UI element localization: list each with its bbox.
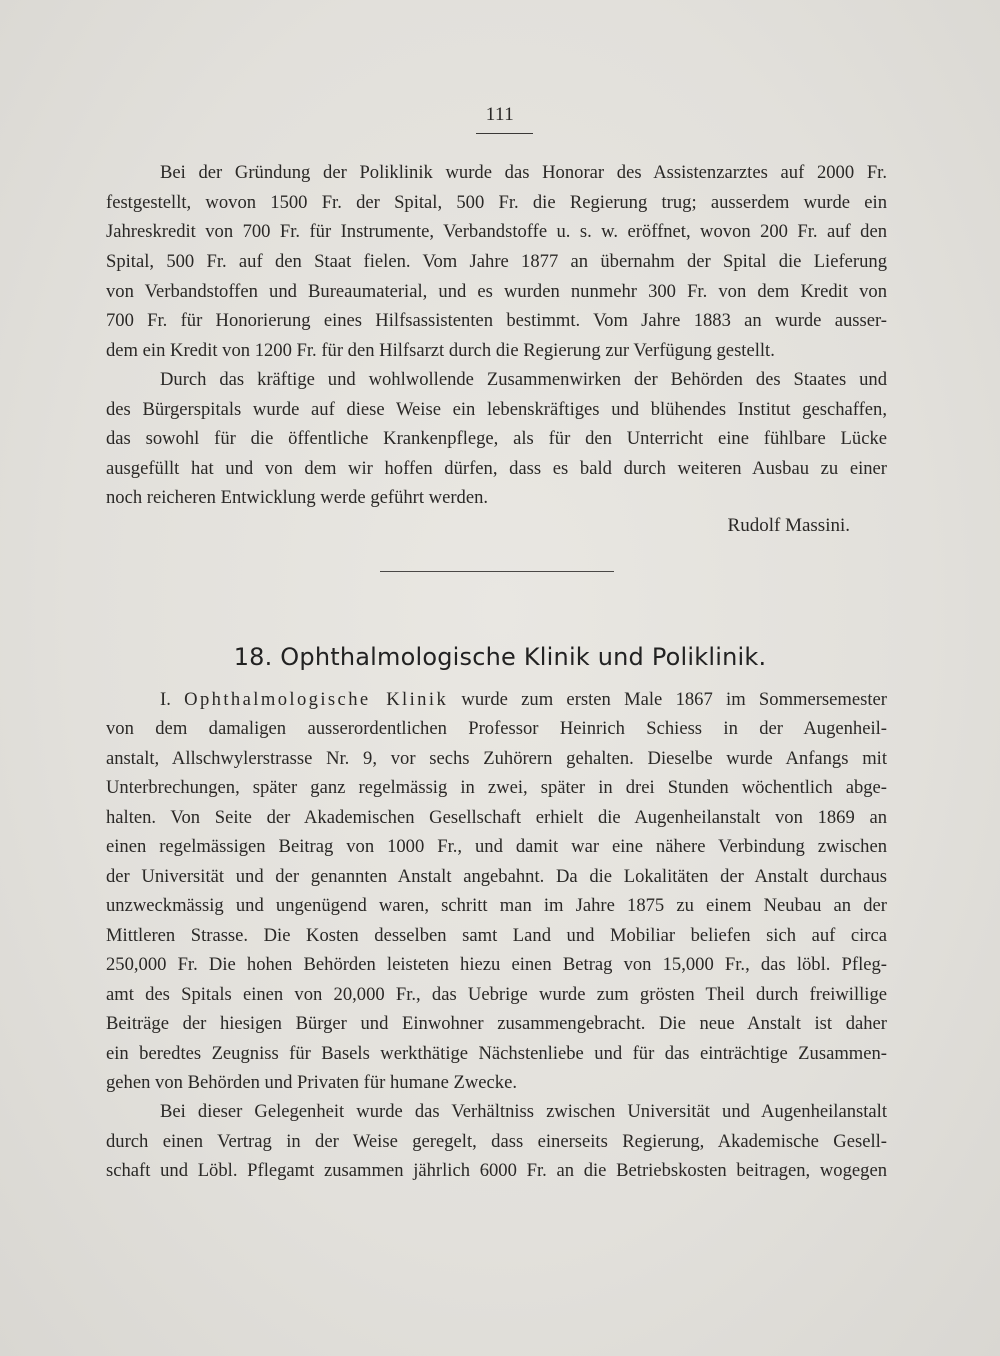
paragraph-3-line-6: der Universität und der genannten Anstalt angebahnt. Da die Lokalitäten der Anstalt durchaus (106, 866, 887, 887)
page-number-rule (476, 133, 533, 134)
paragraph-3-line-11: Beiträge der hiesigen Bürger und Einwohner zusammengebracht. Die neue Anstalt ist daher (106, 1013, 887, 1034)
paragraph-4-line-2: durch einen Vertrag in der Weise geregelt, dass einerseits Regierung, Akademische Gesell- (106, 1131, 887, 1152)
page-number: 111 (485, 104, 515, 125)
paragraph-2-line-4: ausgefüllt hat und von dem wir hoffen dürfen, dass es bald durch weiteren Ausbau zu einer (106, 458, 887, 479)
paragraph-3-line-2: anstalt, Allschwylerstrasse Nr. 9, vor sechs Zuhörern gehalten. Dieselbe wurde Anfangs mit (106, 748, 887, 769)
author-signature: Rudolf Massini. (727, 515, 850, 536)
section-divider (380, 571, 614, 572)
paragraph-3-line-8: Mittleren Strasse. Die Kosten desselben samt Land und Mobiliar beliefen sich auf circa (106, 925, 887, 946)
paragraph-2-line-5: noch reicheren Entwicklung werde geführt werden. (106, 487, 489, 508)
paragraph-1-line-6: 700 Fr. für Honorierung eines Hilfsassistenten bestimmt. Vom Jahre 1883 an wurde ausser- (106, 310, 887, 331)
paragraph-1-line-4: Spital, 500 Fr. auf den Staat fielen. Vom Jahre 1877 an übernahm der Spital die Lieferung (106, 251, 887, 272)
paragraph-4-line-1: Bei dieser Gelegenheit wurde das Verhältniss zwischen Universität und Augenheilanstalt (160, 1101, 887, 1122)
section-lead-number: I. (160, 689, 171, 710)
section-lead-rest: wurde zum ersten Male 1867 im Sommersemester (461, 689, 887, 710)
paragraph-3-line-1: von dem damaligen ausserordentlichen Professor Heinrich Schiess in der Augenheil- (106, 718, 887, 739)
paragraph-1-line-7: dem ein Kredit von 1200 Fr. für den Hilfsarzt durch die Regierung zur Verfügung gestellt. (106, 340, 775, 361)
paragraph-3-line-3: Unterbrechungen, später ganz regelmässig in zwei, später in drei Stunden wöchentlich abge- (106, 777, 887, 798)
paragraph-1-line-3: Jahreskredit von 700 Fr. für Instrumente, Verbandstoffe u. s. w. eröffnet, wovon 200 Fr. auf den (106, 221, 887, 242)
paragraph-2-line-2: des Bürgerspitals wurde auf diese Weise ein lebenskräftiges und blühendes Institut geschaffen, (106, 399, 887, 420)
paragraph-1-line-2: festgestellt, wovon 1500 Fr. der Spital, 500 Fr. die Regierung trug; ausserdem wurde ein (106, 192, 887, 213)
paragraph-3-line-5: einen regelmässigen Beitrag von 1000 Fr., und damit war eine nähere Verbindung zwischen (106, 836, 887, 857)
paragraph-3-line-10: amt des Spitals einen von 20,000 Fr., das Uebrige wurde zum grösten Theil durch freiwillige (106, 984, 887, 1005)
paragraph-4-line-3: schaft und Löbl. Pflegamt zusammen jährlich 6000 Fr. an die Betriebskosten beitragen, wogegen (106, 1160, 887, 1181)
section-lead-spaced-title: Ophthalmologische Klinik (184, 689, 449, 710)
paragraph-3-line-7: unzweckmässig und ungenügend waren, schritt man im Jahre 1875 zu einem Neubau an der (106, 895, 887, 916)
paragraph-3-line-9: 250,000 Fr. Die hohen Behörden leisteten hiezu einen Betrag von 15,000 Fr., das löbl. Pfleg- (106, 954, 887, 975)
paragraph-2-line-1: Durch das kräftige und wohlwollende Zusammenwirken der Behörden des Staates und (160, 369, 887, 390)
paragraph-1-line-5: von Verbandstoffen und Bureaumaterial, und es wurden nunmehr 300 Fr. von dem Kredit von (106, 281, 887, 302)
paragraph-3-line-12: ein beredtes Zeugniss für Basels werkthätige Nächstenliebe und für das einträchtige Zusammen- (106, 1043, 887, 1064)
paragraph-3-line-13: gehen von Behörden und Privaten für humane Zwecke. (106, 1072, 517, 1093)
paragraph-1-line-1: Bei der Gründung der Poliklinik wurde das Honorar des Assistenzarztes auf 2000 Fr. (160, 162, 887, 183)
section-heading: 18. Ophthalmologische Klinik und Poliklinik. (233, 643, 767, 671)
paragraph-2-line-3: das sowohl für die öffentliche Krankenpflege, als für den Unterricht eine fühlbare Lücke (106, 428, 887, 449)
section-lead-line (160, 687, 887, 713)
paragraph-3-line-4: halten. Von Seite der Akademischen Gesellschaft erhielt die Augenheilanstalt von 1869 an (106, 807, 887, 828)
